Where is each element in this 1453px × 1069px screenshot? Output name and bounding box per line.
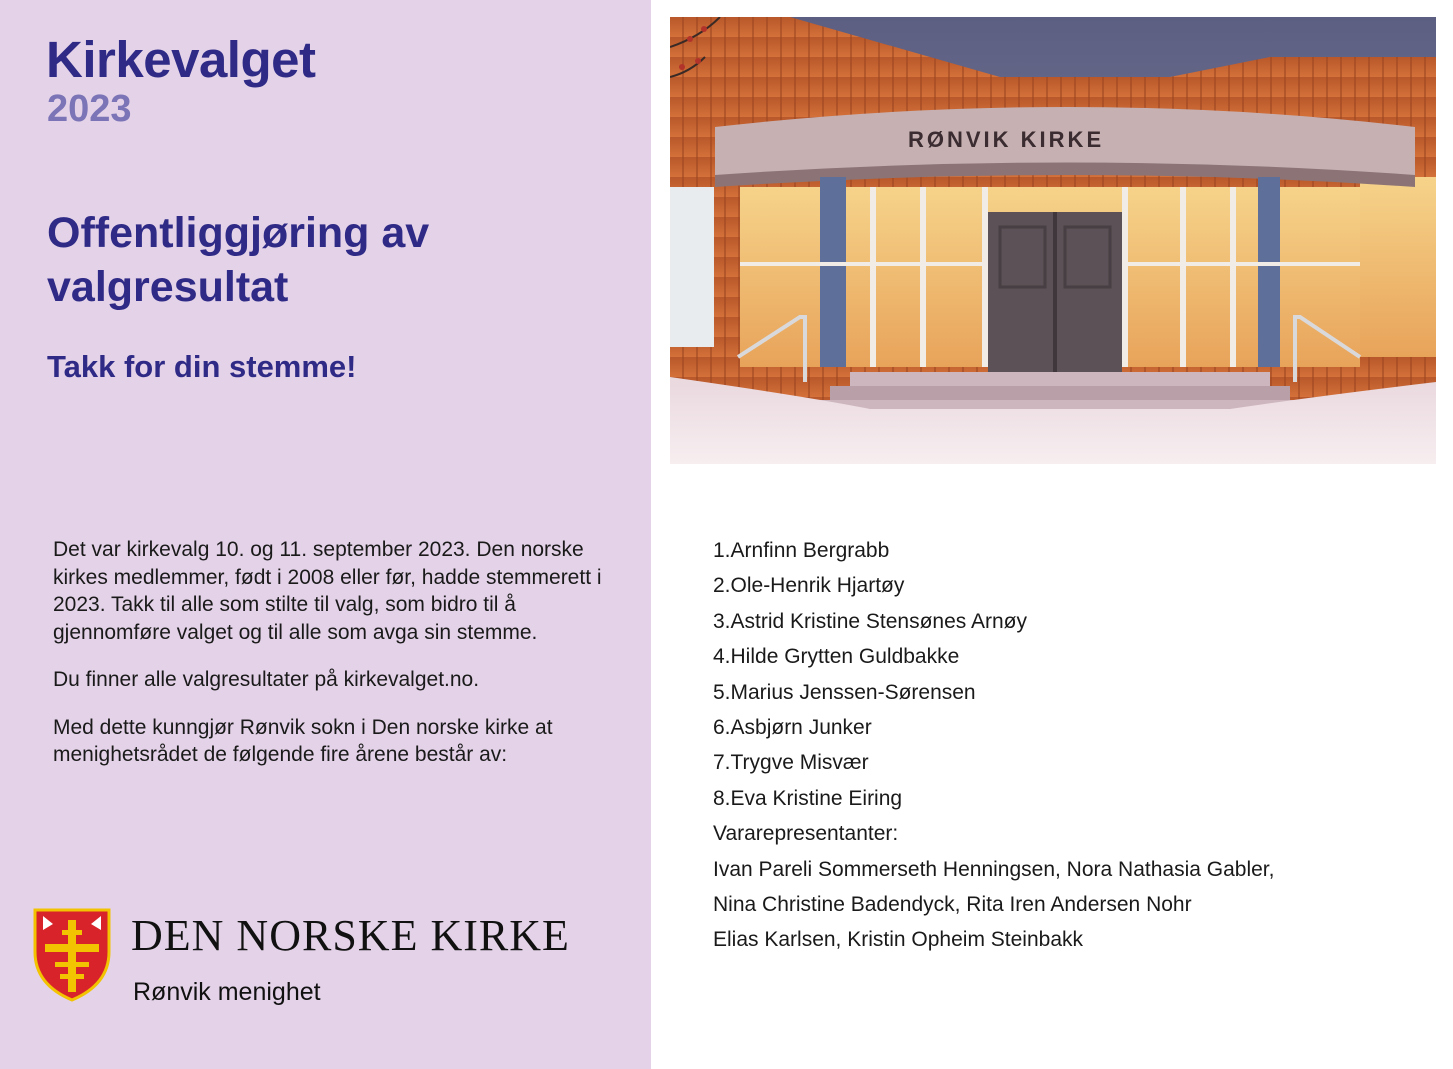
member-item: 2.Ole-Henrik Hjartøy bbox=[713, 574, 905, 598]
paragraph-announcement: Med dette kunngjør Rønvik sokn i Den norske kirke at menighetsrådet de følgende fire årene består av: bbox=[53, 715, 553, 766]
brand-year: 2023 bbox=[47, 88, 132, 130]
member-item: 3.Astrid Kristine Stensønes Arnøy bbox=[713, 609, 1027, 633]
church-sign-text: RØNVIK KIRKE bbox=[908, 127, 1105, 152]
member-item: 4.Hilde Grytten Guldbakke bbox=[713, 645, 960, 669]
member-item: 1.Arnfinn Bergrabb bbox=[713, 539, 890, 562]
member-item: 8.Eva Kristine Eiring bbox=[713, 786, 903, 810]
substitute-line: Ivan Pareli Sommerseth Henningsen, Nora Nathasia Gabler, bbox=[713, 857, 1275, 881]
member-item: 7.Trygve Misvær bbox=[713, 751, 869, 775]
substitutes-heading: Vararepresentanter: bbox=[713, 822, 899, 846]
member-item: 6.Asbjørn Junker bbox=[713, 716, 872, 740]
left-panel bbox=[0, 0, 651, 1069]
member-list bbox=[713, 533, 1413, 816]
org-name: DEN NORSKE KIRKE bbox=[131, 911, 570, 960]
substitute-line: Elias Karlsen, Kristin Opheim Steinbakk bbox=[713, 928, 1083, 952]
church-logo bbox=[33, 908, 613, 1018]
substitutes-list bbox=[713, 852, 1413, 958]
brand-title: Kirkevalget bbox=[46, 31, 316, 88]
paragraph-results-link: Du finner alle valgresultater på kirkevalget.no. bbox=[53, 668, 480, 691]
substitute-line: Nina Christine Badendyck, Rita Iren Andersen Nohr bbox=[713, 893, 1192, 917]
page-headline: Offentliggjøring av valgresultat bbox=[47, 209, 430, 311]
church-photo bbox=[670, 17, 1436, 464]
announcement-text bbox=[53, 536, 613, 789]
member-item: 5.Marius Jenssen-Sørensen bbox=[713, 680, 976, 704]
paragraph-election-info: Det var kirkevalg 10. og 11. september 2023. Den norske kirkes medlemmer, født i 2008 eller før, hadde stemmerett i 2023. Takk til alle som stilte til valg, som bidro til å gjennomføre valget og til alle som avga sin stemme. bbox=[53, 538, 602, 644]
election-results bbox=[713, 533, 1413, 958]
parish-name: Rønvik menighet bbox=[133, 978, 321, 1006]
tagline: Takk for din stemme! bbox=[47, 349, 357, 384]
church-shield-icon bbox=[33, 908, 111, 1002]
